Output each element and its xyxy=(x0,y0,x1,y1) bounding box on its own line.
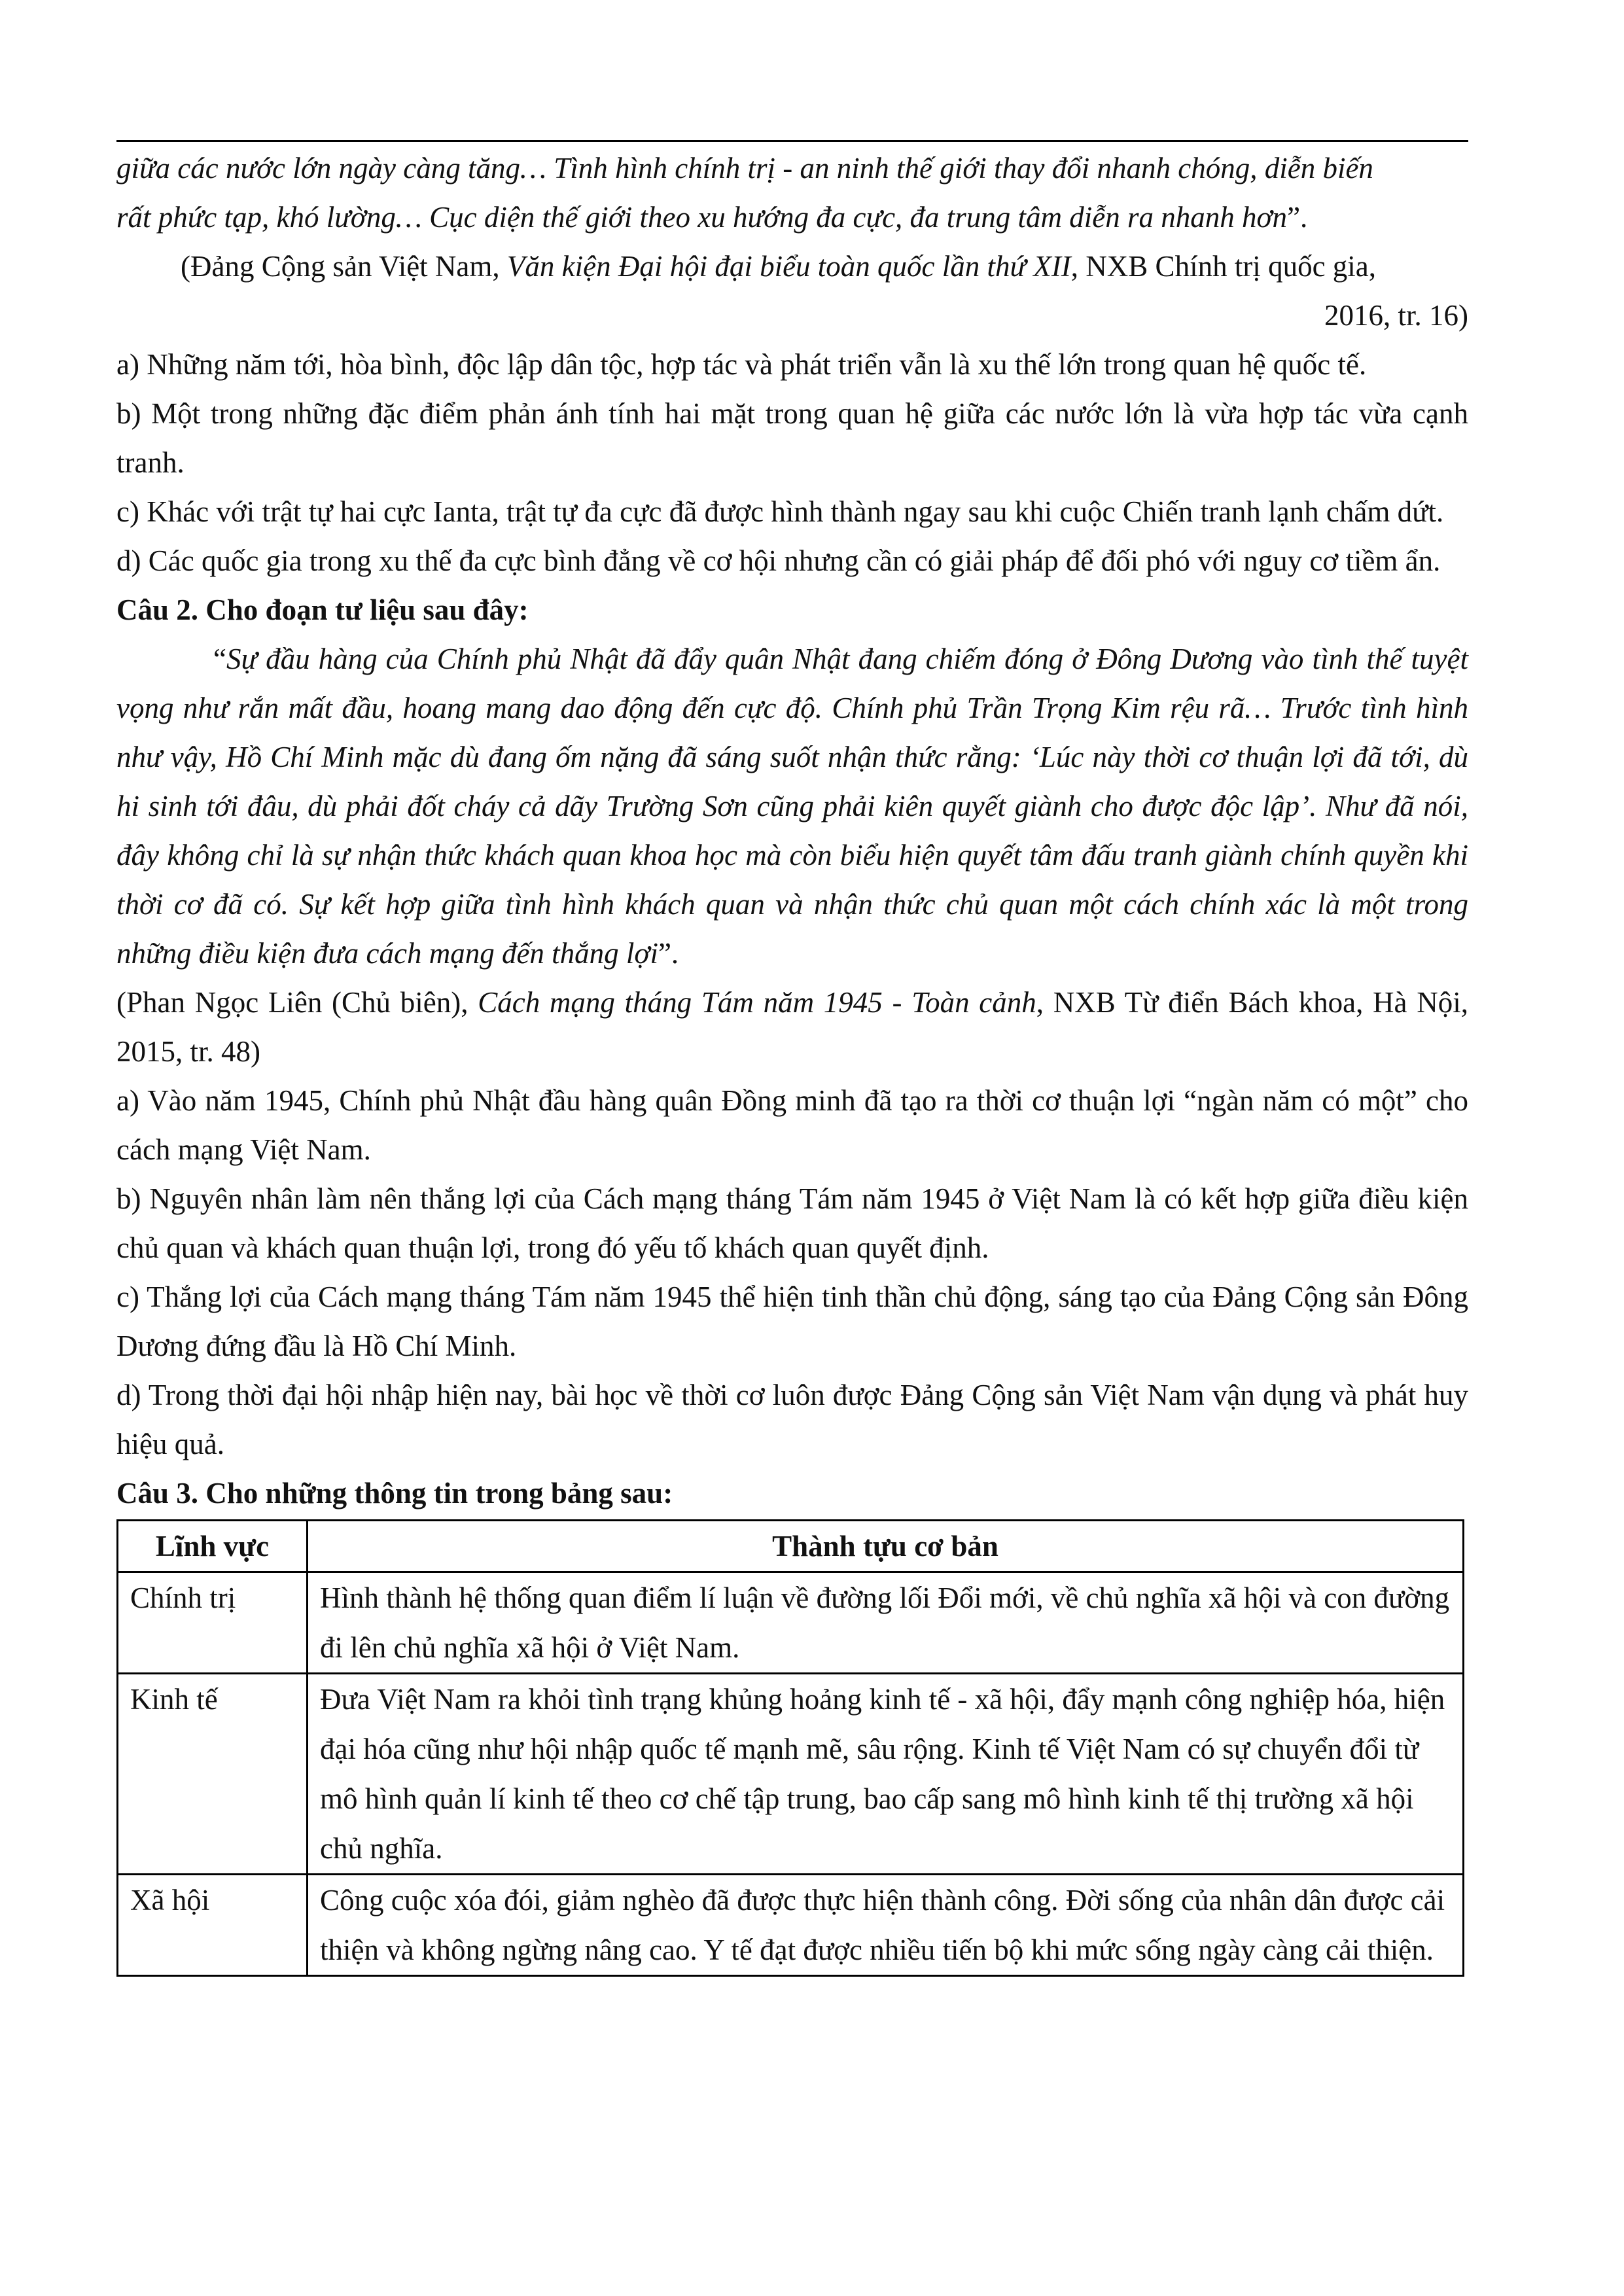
q1-source: (Đảng Cộng sản Việt Nam, Văn kiện Đại hội đại biểu toàn quốc lần thứ XII, NXB Chính trị quốc gia, xyxy=(181,250,1377,283)
q1-quote-line1: giữa các nước lớn ngày càng tăng… Tình hình chính trị - an ninh thế giới thay đổi nhanh chóng, diễn biến xyxy=(116,152,1373,185)
table-cell-achievement: Hình thành hệ thống quan điểm lí luận về đường lối Đổi mới, về chủ nghĩa xã hội và con đường đi lên chủ nghĩa xã hội ở Việt Nam. xyxy=(308,1572,1464,1674)
table-cell-field: Xã hội xyxy=(118,1875,308,1976)
table-row xyxy=(118,1674,1464,1875)
q1-statement-b: b) Một trong những đặc điểm phản ánh tính hai mặt trong quan hệ giữa các nước lớn là vừa hợp tác vừa cạnh tranh. xyxy=(116,397,1468,479)
q2-statement-b: b) Nguyên nhân làm nên thắng lợi của Cách mạng tháng Tám năm 1945 ở Việt Nam là có kết hợp giữa điều kiện chủ quan và khách quan thuận lợi, trong đó yếu tố khách quan quyết định. xyxy=(116,1182,1468,1264)
q2-statement-a: a) Vào năm 1945, Chính phủ Nhật đầu hàng quân Đồng minh đã tạo ra thời cơ thuận lợi “ngàn năm có một” cho cách mạng Việt Nam. xyxy=(116,1084,1468,1166)
table-cell-achievement: Đưa Việt Nam ra khỏi tình trạng khủng hoảng kinh tế - xã hội, đẩy mạnh công nghiệp hóa, hiện đại hóa cũng như hội nhập quốc tế mạnh mẽ, sâu rộng. Kinh tế Việt Nam có sự chuyển đổi từ mô hình quản lí kinh tế theo cơ chế tập trung, bao cấp sang mô hình kinh tế thị trường xã hội chủ nghĩa. xyxy=(308,1674,1464,1875)
q2-heading: Câu 2. Cho đoạn tư liệu sau đây: xyxy=(116,593,529,626)
table-header-field: Lĩnh vực xyxy=(118,1521,308,1572)
q1-statement-c: c) Khác với trật tự hai cực Ianta, trật tự đa cực đã được hình thành ngay sau khi cuộc Chiến tranh lạnh chấm dứt. xyxy=(116,495,1444,528)
q2-statement-d: d) Trong thời đại hội nhập hiện nay, bài học về thời cơ luôn được Đảng Cộng sản Việt Nam vận dụng và phát huy hiệu quả. xyxy=(116,1379,1468,1460)
table-cell-field: Kinh tế xyxy=(118,1674,308,1875)
header-rule xyxy=(116,140,1468,142)
q1-source-line2: 2016, tr. 16) xyxy=(1324,299,1468,332)
achievements-table xyxy=(116,1519,1464,1977)
q2-statement-c: c) Thắng lợi của Cách mạng tháng Tám năm 1945 thể hiện tinh thần chủ động, sáng tạo của Đảng Cộng sản Đông Dương đứng đầu là Hồ Chí Minh. xyxy=(116,1280,1468,1362)
table-header-achievement: Thành tựu cơ bản xyxy=(308,1521,1464,1572)
table-row xyxy=(118,1572,1464,1674)
table-header-row xyxy=(118,1521,1464,1572)
table-cell-field: Chính trị xyxy=(118,1572,308,1674)
q1-statement-a: a) Những năm tới, hòa bình, độc lập dân tộc, hợp tác và phát triển vẫn là xu thế lớn trong quan hệ quốc tế. xyxy=(116,348,1367,381)
table-row xyxy=(118,1875,1464,1976)
document-content xyxy=(116,144,1468,1977)
q1-quote-line2: rất phức tạp, khó lường… Cục diện thế giới theo xu hướng đa cực, đa trung tâm diễn ra nhanh hơn”. xyxy=(116,201,1308,234)
q1-statement-d: d) Các quốc gia trong xu thế đa cực bình đẳng về cơ hội nhưng cần có giải pháp để đối phó với nguy cơ tiềm ẩn. xyxy=(116,544,1441,577)
q2-quote: “Sự đầu hàng của Chính phủ Nhật đã đẩy quân Nhật đang chiếm đóng ở Đông Dương vào tình thế tuyệt vọng như rắn mất đầu, hoang mang dao động đến cực độ. Chính phủ Trần Trọng Kim rệu rã… Trước tình hình như vậy, Hồ Chí Minh mặc dù đang ốm nặng đã sáng suốt nhận thức rằng: ‘Lúc này thời cơ thuận lợi đã tới, dù hi sinh tới đâu, dù phải đốt cháy cả dãy Trường Sơn cũng phải kiên quyết giành cho được độc lập’. Như đã nói, đây không chỉ là sự nhận thức khách quan khoa học mà còn biểu hiện quyết tâm đấu tranh giành chính quyền khi thời cơ đã có. Sự kết hợp giữa tình hình khách quan và nhận thức chủ quan một cách chính xác là một trong những điều kiện đưa cách mạng đến thắng lợi”. xyxy=(116,643,1468,970)
table-cell-achievement: Công cuộc xóa đói, giảm nghèo đã được thực hiện thành công. Đời sống của nhân dân được cải thiện và không ngừng nâng cao. Y tế đạt được nhiều tiến bộ khi mức sống ngày càng cải thiện. xyxy=(308,1875,1464,1976)
q2-source: (Phan Ngọc Liên (Chủ biên), Cách mạng tháng Tám năm 1945 - Toàn cảnh, NXB Từ điển Bách khoa, Hà Nội, 2015, tr. 48) xyxy=(116,986,1468,1068)
q3-heading: Câu 3. Cho những thông tin trong bảng sau: xyxy=(116,1477,673,1510)
